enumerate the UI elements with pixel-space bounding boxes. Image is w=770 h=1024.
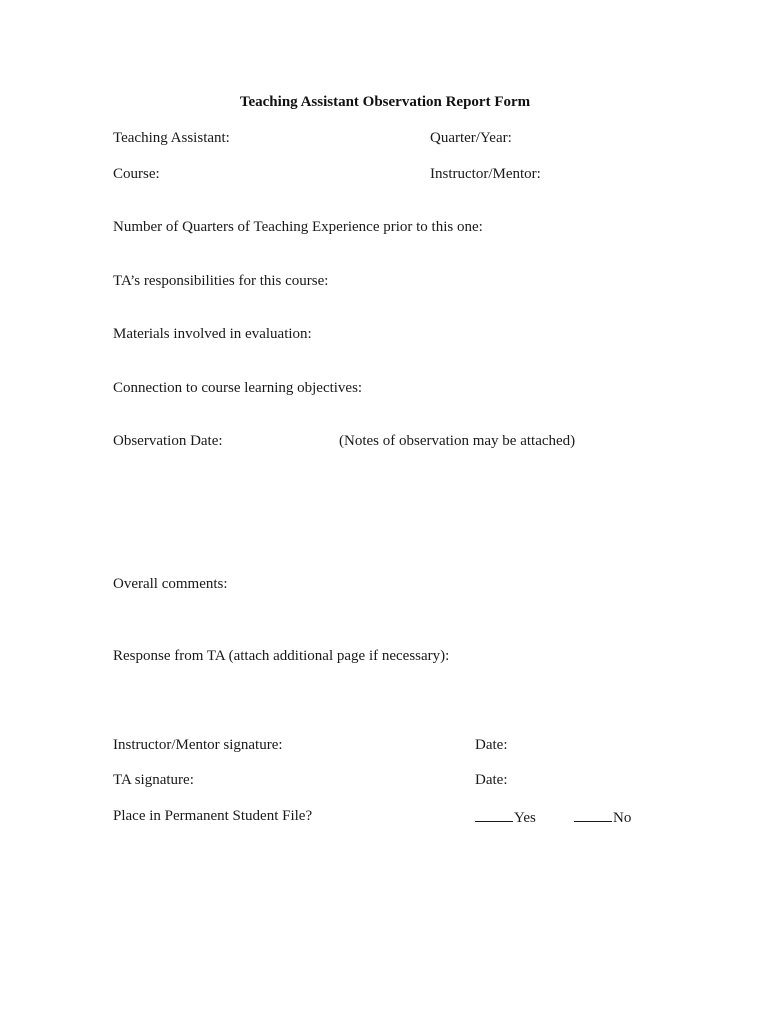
instructor-mentor-label: Instructor/Mentor: (430, 166, 541, 182)
connection-label: Connection to course learning objectives: (113, 380, 363, 396)
course-label: Course: (113, 166, 160, 182)
permanent-file-label: Place in Permanent Student File? (113, 808, 313, 824)
response-label: Response from TA (attach additional page if necessary): (113, 648, 450, 664)
no-blank-line[interactable] (574, 807, 612, 822)
responsibilities-label: TA’s responsibilities for this course: (113, 273, 329, 289)
quarters-experience-label: Number of Quarters of Teaching Experience prior to this one: (113, 219, 483, 235)
yes-label: Yes (514, 810, 536, 826)
yes-blank-line[interactable] (475, 807, 513, 822)
quarter-year-label: Quarter/Year: (430, 130, 512, 146)
form-title: Teaching Assistant Observation Report Form (239, 94, 531, 110)
teaching-assistant-label: Teaching Assistant: (113, 130, 230, 146)
instructor-signature-label: Instructor/Mentor signature: (113, 737, 283, 753)
overall-comments-label: Overall comments: (113, 576, 228, 592)
yes-option[interactable] (475, 807, 536, 827)
no-label: No (613, 810, 632, 826)
instructor-date-label: Date: (475, 737, 508, 753)
ta-signature-label: TA signature: (113, 772, 194, 788)
no-option[interactable] (574, 807, 631, 827)
observation-notes-label: (Notes of observation may be attached) (339, 433, 576, 449)
ta-date-label: Date: (475, 772, 508, 788)
materials-label: Materials involved in evaluation: (113, 326, 312, 342)
observation-date-label: Observation Date: (113, 433, 223, 449)
